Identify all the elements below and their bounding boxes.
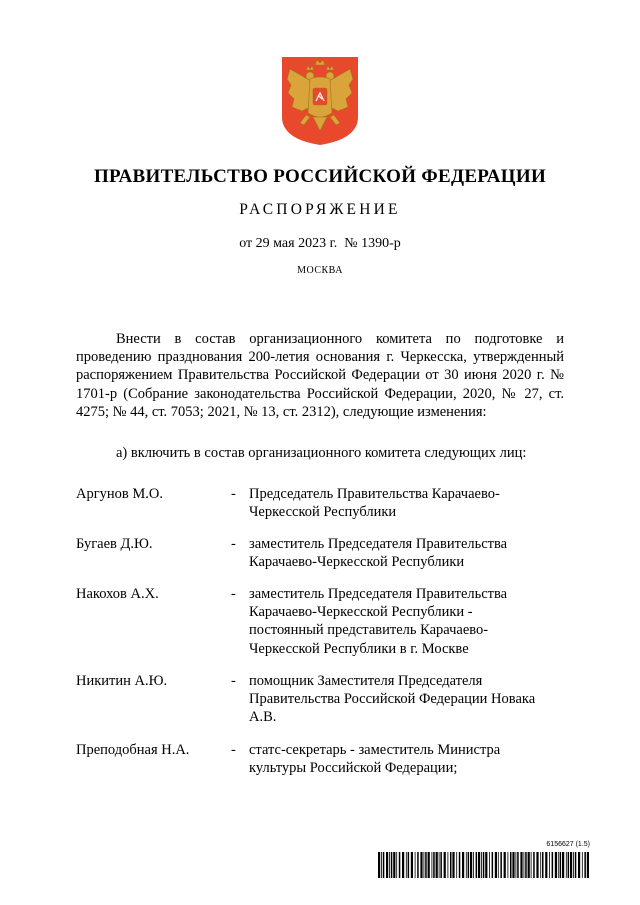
item-a-paragraph: а) включить в состав организационного комитета следующих лиц:	[116, 445, 527, 461]
dash-separator: -	[231, 742, 236, 758]
member-role: заместитель Председателя Правительства Карачаево-Черкесской Республики	[249, 536, 508, 571]
member-name: Бугаев Д.Ю.	[76, 536, 153, 552]
dash-separator: -	[231, 586, 236, 602]
member-name: Преподобная Н.А.	[76, 742, 190, 758]
member-role: Председатель Правительства Карачаево-Черкесской Республики	[249, 486, 500, 521]
dash-separator: -	[231, 673, 236, 689]
barcode	[378, 852, 592, 878]
member-name: Никитин А.Ю.	[76, 673, 168, 689]
member-role: заместитель Председателя Правительства Карачаево-Черкесской Республики - постоянный представитель Карачаево-Черкесской Республики в г. Москве	[249, 586, 508, 657]
intro-paragraph: Внести в состав организационного комитета по подготовке и проведению празднования 200-летия основания г. Черкесска, утвержденный распоряжением Правительства Российской Федерации от 30 июня 2020 г. № 1701-р (Собрание законодательства Российской Федерации, 2020, № 27, ст. 4275; № 44, ст. 7053; 2021, № 13, ст. 2312), следующие изменения:	[76, 331, 564, 420]
dash-separator: -	[231, 536, 236, 552]
member-role: статс-секретарь - заместитель Министра культуры Российской Федерации;	[249, 742, 501, 777]
member-role: помощник Заместителя Председателя Правительства Российской Федерации Новака А.В.	[249, 673, 536, 726]
serial-number: 6156627 (1.5)	[546, 841, 590, 848]
member-name: Аргунов М.О.	[76, 486, 164, 502]
document-title: ПРАВИТЕЛЬСТВО РОССИЙСКОЙ ФЕДЕРАЦИИ	[93, 166, 547, 187]
document-type: РАСПОРЯЖЕНИЕ	[239, 201, 401, 218]
dash-separator: -	[231, 486, 236, 502]
member-name: Накохов А.Х.	[76, 586, 159, 602]
coat-of-arms-icon	[280, 55, 360, 147]
date-number-line: от 29 мая 2023 г. № 1390-р	[239, 236, 401, 251]
city-name: МОСКВА	[297, 265, 343, 276]
